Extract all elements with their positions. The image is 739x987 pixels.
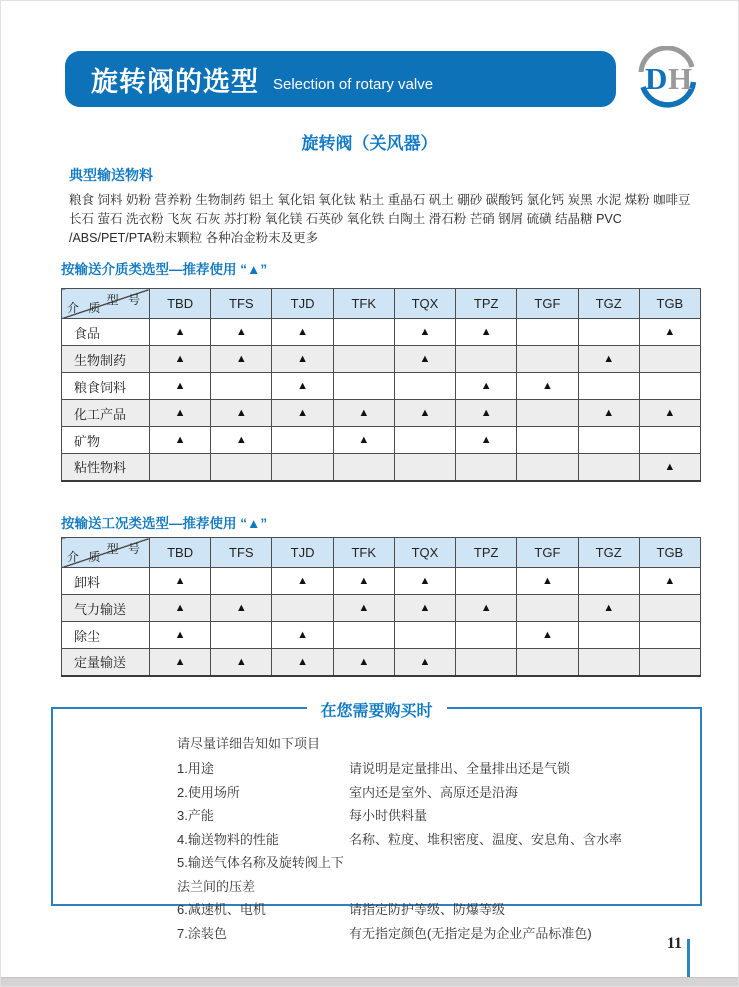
recommended-mark: ▲ [150,373,211,400]
empty-cell [456,346,517,373]
empty-cell [211,622,272,649]
model-column-header: TPZ [456,289,517,319]
purchase-item-desc: 请指定防护等级、防爆等级 [349,902,506,917]
empty-cell [578,427,639,454]
purchase-item-desc: 室内还是室外、高原还是沿海 [349,784,519,800]
recommended-mark: ▲ [456,595,517,622]
purchase-item-desc: 请说明是定量排出、全量排出还是气锁 [349,761,571,776]
table2-heading: 按输送工况类选型—推荐使用 “▲” [61,516,268,531]
row-label: 气力输送 [62,595,150,622]
purchase-info-box [51,703,702,941]
model-column-header: TJD [272,289,333,319]
recommended-mark: ▲ [456,373,517,400]
empty-cell [639,373,700,400]
empty-cell [517,319,578,346]
row-label: 矿物 [62,427,150,454]
empty-cell [211,454,272,481]
row-label: 食品 [62,319,150,346]
purchase-item-label: 1.用途 [177,761,214,776]
empty-cell [394,454,455,481]
table-header-row [62,289,701,319]
recommended-mark: ▲ [150,427,211,454]
recommended-mark: ▲ [150,400,211,427]
recommended-mark: ▲ [578,400,639,427]
recommended-mark: ▲ [272,649,333,676]
materials-heading: 典型输送物料 [69,167,153,183]
logo-letter-h: H [668,61,693,96]
purchase-item-label: 5.输送气体名称及旋转阀上下法兰间的压差 [177,855,344,894]
recommended-mark: ▲ [150,568,211,595]
table-row [62,427,701,454]
purchase-item [177,781,700,805]
purchase-box-title: 在您需要购买时 [306,698,446,721]
purchase-item [177,898,700,922]
model-column-header: TBD [150,538,211,568]
empty-cell [639,595,700,622]
banner-title-en: Selection of rotary valve [273,75,434,93]
row-label: 粘性物料 [62,454,150,481]
empty-cell [211,373,272,400]
purchase-item [177,922,700,946]
model-column-header: TFS [211,289,272,319]
empty-cell [578,454,639,481]
model-column-header: TGB [639,538,700,568]
table-row [62,400,701,427]
dh-logo [633,46,701,110]
recommended-mark: ▲ [517,373,578,400]
recommended-mark: ▲ [394,319,455,346]
model-column-header: TFK [333,289,394,319]
purchase-item [177,804,700,828]
corner-cell [62,538,150,568]
recommended-mark: ▲ [272,568,333,595]
model-column-header: TBD [150,289,211,319]
corner-label-medium: 介 质 [67,550,104,564]
table-row [62,568,701,595]
recommended-mark: ▲ [272,346,333,373]
empty-cell [272,595,333,622]
recommended-mark: ▲ [150,595,211,622]
empty-cell [517,454,578,481]
page-edge-band [1,977,738,986]
banner-title-zh: 旋转阀的选型 [91,66,259,97]
purchase-item-label: 4.输送物料的性能 [177,831,279,847]
model-column-header: TGZ [578,289,639,319]
model-column-header: TQX [394,538,455,568]
recommended-mark: ▲ [394,595,455,622]
recommended-mark: ▲ [272,622,333,649]
corner-label-model: 型 号 [106,542,143,556]
recommended-mark: ▲ [211,649,272,676]
row-label: 卸料 [62,568,150,595]
purchase-item-desc: 有无指定颜色(无指定是为企业产品标准色) [349,925,592,941]
page-subtitle: 旋转阀（关风器） [301,134,438,153]
empty-cell [517,400,578,427]
purchase-item-label: 3.产能 [177,808,214,823]
purchase-box-intro: 请尽量详细告知如下项目 [177,736,321,751]
recommended-mark: ▲ [211,400,272,427]
empty-cell [517,649,578,676]
recommended-mark: ▲ [517,568,578,595]
empty-cell [639,427,700,454]
recommended-mark: ▲ [578,595,639,622]
recommended-mark: ▲ [639,568,700,595]
model-column-header: TQX [394,289,455,319]
recommended-mark: ▲ [333,400,394,427]
materials-text: 粮食 饲料 奶粉 营养粉 生物制药 铝土 氧化铝 氧化钛 粘土 重晶石 矾土 硼砂 碳酸钙 氯化钙 炭黑 水泥 煤粉 咖啡豆 长石 萤石 洗衣粉 飞灰 石灰 苏打粉 氧化镁 石英砂 氧化铁 白陶土 滑石粉 芒硝 钢屑 硫磺 结晶糖 PVC /ABS/PET/PTA粉末颗粒 各种冶金粉末及更多 [69,193,691,245]
table-row [62,319,701,346]
recommended-mark: ▲ [211,346,272,373]
empty-cell [394,373,455,400]
empty-cell [456,454,517,481]
purchase-item-label: 2.使用场所 [177,784,240,800]
empty-cell [456,649,517,676]
recommended-mark: ▲ [272,319,333,346]
purchase-item [177,757,700,781]
purchase-item-list [177,757,700,945]
empty-cell [456,568,517,595]
corner-label-model: 型 号 [106,293,143,307]
empty-cell [578,622,639,649]
empty-cell [272,454,333,481]
recommended-mark: ▲ [394,649,455,676]
empty-cell [333,454,394,481]
table-row [62,595,701,622]
empty-cell [517,595,578,622]
recommended-mark: ▲ [211,319,272,346]
empty-cell [517,346,578,373]
recommended-mark: ▲ [333,649,394,676]
corner-cell [62,289,150,319]
empty-cell [333,346,394,373]
recommended-mark: ▲ [639,319,700,346]
recommended-mark: ▲ [394,568,455,595]
recommended-mark: ▲ [578,346,639,373]
recommended-mark: ▲ [456,319,517,346]
empty-cell [333,373,394,400]
row-label: 化工产品 [62,400,150,427]
model-column-header: TJD [272,538,333,568]
dh-logo-icon [633,46,701,110]
corner-label-medium: 介 质 [67,301,104,315]
recommended-mark: ▲ [272,373,333,400]
model-column-header: TGF [517,538,578,568]
row-label: 生物制药 [62,346,150,373]
empty-cell [333,319,394,346]
purchase-box-body [53,709,700,945]
model-column-header: TGB [639,289,700,319]
empty-cell [578,568,639,595]
recommended-mark: ▲ [150,649,211,676]
page-banner [65,51,616,107]
recommended-mark: ▲ [150,622,211,649]
empty-cell [578,649,639,676]
model-column-header: TGF [517,289,578,319]
recommended-mark: ▲ [333,568,394,595]
recommended-mark: ▲ [272,400,333,427]
table-row [62,454,701,481]
row-label: 除尘 [62,622,150,649]
table-row [62,373,701,400]
empty-cell [639,346,700,373]
model-column-header: TFS [211,538,272,568]
empty-cell [211,568,272,595]
logo-letter-d: D [645,61,668,96]
row-label: 粮食饲料 [62,373,150,400]
table1-heading: 按输送介质类选型—推荐使用 “▲” [61,262,268,277]
table-row [62,649,701,676]
recommended-mark: ▲ [639,400,700,427]
purchase-item-desc: 每小时供料量 [349,808,428,823]
model-column-header: TPZ [456,538,517,568]
empty-cell [394,427,455,454]
empty-cell [578,319,639,346]
empty-cell [394,622,455,649]
row-label: 定量输送 [62,649,150,676]
condition-selection-table [61,537,701,677]
empty-cell [639,622,700,649]
medium-selection-table [61,288,701,482]
purchase-item-desc: 名称、粒度、堆积密度、温度、安息角、含水率 [349,831,623,847]
empty-cell [578,373,639,400]
purchase-item-label: 7.涂装色 [177,925,227,941]
page-number: 11 [666,935,682,952]
empty-cell [272,427,333,454]
recommended-mark: ▲ [211,595,272,622]
materials-section [69,165,701,248]
empty-cell [639,649,700,676]
table-header-row [62,538,701,568]
recommended-mark: ▲ [211,427,272,454]
empty-cell [150,454,211,481]
empty-cell [456,622,517,649]
purchase-item-label: 6.减速机、电机 [177,902,266,917]
model-column-header: TFK [333,538,394,568]
recommended-mark: ▲ [150,319,211,346]
recommended-mark: ▲ [394,346,455,373]
purchase-item [177,851,700,898]
recommended-mark: ▲ [394,400,455,427]
recommended-mark: ▲ [517,622,578,649]
recommended-mark: ▲ [456,400,517,427]
empty-cell [517,427,578,454]
recommended-mark: ▲ [456,427,517,454]
recommended-mark: ▲ [333,595,394,622]
recommended-mark: ▲ [639,454,700,481]
table-row [62,346,701,373]
empty-cell [333,622,394,649]
table-row [62,622,701,649]
recommended-mark: ▲ [333,427,394,454]
recommended-mark: ▲ [150,346,211,373]
model-column-header: TGZ [578,538,639,568]
purchase-item [177,828,700,852]
